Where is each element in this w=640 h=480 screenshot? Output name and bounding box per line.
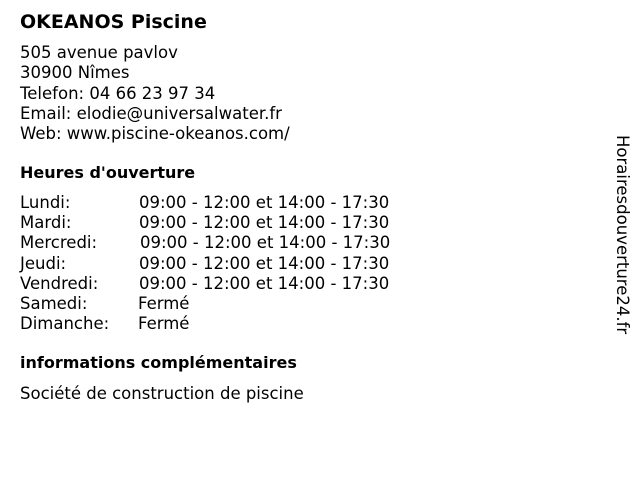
info-description: Société de construction de piscine [20,384,304,403]
business-name: OKEANOS Piscine [20,11,207,33]
day-label: Lundi: [20,193,71,212]
hours-row-friday [20,274,440,294]
email-address: Email: elodie@universalwater.fr [20,103,282,123]
day-label: Mardi: [20,213,72,233]
site-watermark: Horairesdouverture24.fr [613,135,632,335]
time-value: 09:00 - 12:00 et 14:00 - 17:30 [139,213,390,233]
city-address: 30900 Nîmes [20,63,130,83]
time-value: 09:00 - 12:00 et 14:00 - 17:30 [139,273,390,293]
day-label: Mercredi: [20,233,98,253]
website: Web: www.piscine-okeanos.com/ [20,124,290,144]
time-value: 09:00 - 12:00 et 14:00 - 17:30 [139,193,390,212]
day-label: Dimanche: [20,314,110,334]
contact-block [20,43,290,144]
hours-row-wednesday [20,233,440,253]
opening-hours-list [20,193,440,334]
time-value: 09:00 - 12:00 et 14:00 - 17:30 [139,253,390,273]
hours-row-monday [20,193,440,213]
hours-heading: Heures d'ouverture [20,163,196,182]
hours-row-tuesday [20,213,440,233]
hours-row-sunday [20,314,440,334]
info-heading: informations complémentaires [20,353,297,372]
time-value: Fermé [138,293,190,313]
phone-number: Telefon: 04 66 23 97 34 [20,83,216,103]
day-label: Vendredi: [20,273,99,293]
street-address: 505 avenue pavlov [20,43,178,62]
day-label: Samedi: [20,293,88,313]
hours-row-thursday [20,254,440,274]
hours-row-saturday [20,294,440,314]
time-value: Fermé [138,314,190,334]
time-value: 09:00 - 12:00 et 14:00 - 17:30 [140,233,391,253]
day-label: Jeudi: [20,253,67,273]
